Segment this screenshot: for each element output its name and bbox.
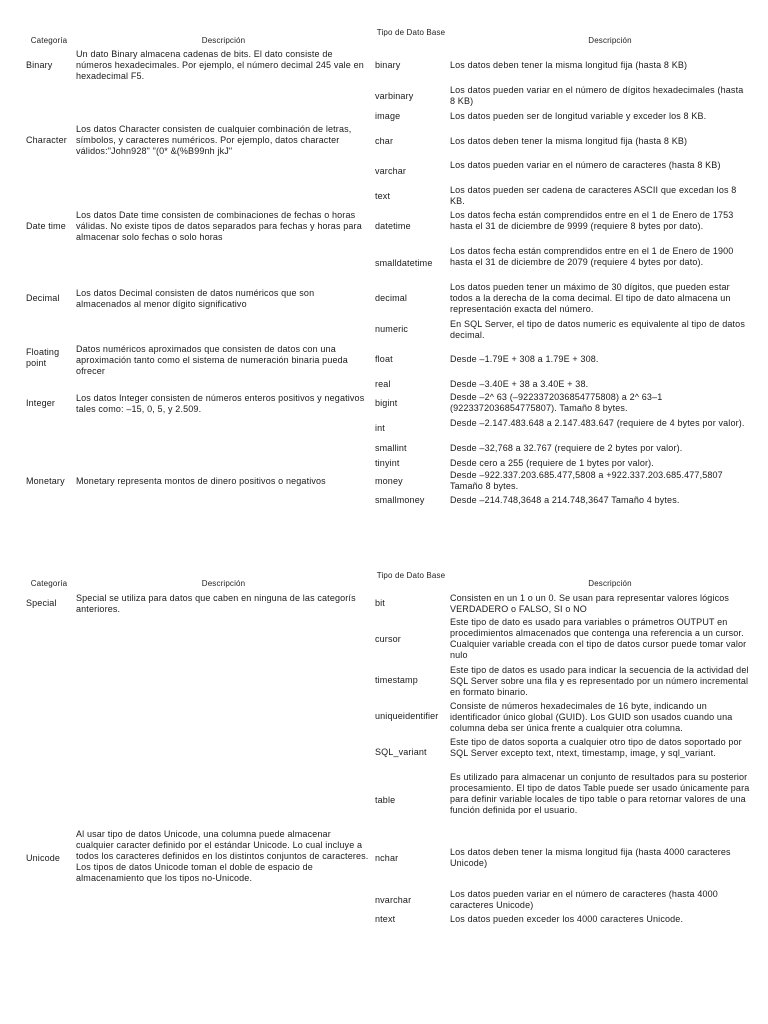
type-name: timestamp	[375, 675, 418, 685]
category-description: Los datos Integer consisten de números enteros positivos y negativos tales como: –15, 0, 5, y 2.509.	[76, 393, 365, 414]
type-description: Desde –922.337.203.685.477,5808 a +922.337.203.685.477,5807 Tamaño 8 bytes.	[450, 470, 723, 491]
type-description: Los datos deben tener la misma longitud fija (hasta 4000 caracteres Unicode)	[450, 847, 731, 868]
type-description: Desde –1.79E + 308 a 1.79E + 308.	[450, 354, 599, 364]
type-description: Desde –214.748,3648 a 214.748,3647 Tamaño 4 bytes.	[450, 495, 680, 505]
header-tipo-de-dato-base: Tipo de Dato Base	[376, 28, 446, 37]
type-name: varbinary	[375, 91, 414, 101]
type-description: Consiste de números hexadecimales de 16 byte, indicando un identificador único global (GUID). Los GUID son usados cuando una columna deba ser única frente a cualquier otra columna.	[450, 701, 733, 733]
category-description: Un dato Binary almacena cadenas de bits. El dato consiste de números hexadecimales. Por ejemplo, el número decimal 245 vale en hexadecimal F5.	[76, 49, 364, 81]
type-description: Los datos pueden variar en el número de caracteres (hasta 8 KB)	[450, 160, 721, 170]
type-description: Los datos fecha están comprendidos entre en el 1 de Enero de 1900 hasta el 31 de diciembre de 2079 (requiere 4 bytes por dato).	[450, 246, 734, 267]
type-description: Este tipo de datos es usado para indicar la secuencia de la actividad del SQL Server sobre una fila y es representado por un número incremental en formato binario.	[450, 665, 749, 697]
type-name: float	[375, 354, 393, 364]
category-description: Datos numéricos aproximados que consisten de datos con una aproximación tanto como el sistema de numeración binaria pueda ofrecer	[76, 344, 348, 376]
type-description: Desde –2.147.483.648 a 2.147.483.647 (requiere de 4 bytes por valor).	[450, 418, 745, 428]
category-name: Special	[26, 598, 57, 608]
category-name: Date time	[26, 221, 66, 231]
type-name: table	[375, 795, 396, 805]
data-types-table-1	[0, 28, 768, 528]
type-description: Consisten en un 1 o un 0. Se usan para representar valores lógicos VERDADERO o FALSO, SI o NO	[450, 593, 730, 614]
type-description: Desde –2^ 63 (–9223372036854775808) a 2^ 63–1 (9223372036854775807). Tamaño 8 bytes.	[450, 392, 663, 413]
type-name: smalldatetime	[375, 258, 433, 268]
type-name: int	[375, 423, 385, 433]
category-description: Los datos Date time consisten de combinaciones de fechas o horas válidas. No existe tipos de datos separados para fechas y horas para almacenar solo fechas o solo horas	[76, 210, 362, 242]
header-descripcion: Descripción	[201, 36, 246, 45]
type-name: SQL_variant	[375, 747, 427, 757]
type-description: Desde –32,768 a 32.767 (requiere de 2 bytes por valor).	[450, 443, 683, 453]
type-name: smallmoney	[375, 495, 425, 505]
type-description: Desde –3.40E + 38 a 3.40E + 38.	[450, 379, 589, 389]
category-description: Los datos Character consisten de cualquier combinación de letras, símbolos, y caracteres numéricos. Por ejemplo, datos character válidos:"John928" "(0* &(%B99nh jkJ"	[76, 124, 352, 156]
header-descripcion-tipo: Descripción	[588, 579, 632, 588]
table-header	[0, 571, 768, 595]
category-description: Monetary representa montos de dinero positivos o negativos	[76, 476, 326, 486]
category-description: Al usar tipo de datos Unicode, una columna puede almacenar cualquier caracter definido por el estándar Unicode. Lo cual incluye a todos los caracteres definidos en los distintos conjuntos de caracteres. Los tipos de datos Unicode toman el doble de espacio de almacenamiento que los tipos no-Unicode.	[76, 829, 369, 883]
type-description: Los datos fecha están comprendidos entre en el 1 de Enero de 1753 hasta el 31 de diciembre de 9999 (requiere 8 bytes por dato).	[450, 210, 734, 231]
header-descripcion-tipo: Descripción	[588, 36, 632, 45]
type-description: Los datos pueden variar en el número de caracteres (hasta 4000 caracteres Unicode)	[450, 889, 718, 910]
type-description: Este tipo de datos soporta a cualquier otro tipo de datos soportado por SQL Server excepto text, ntext, timestamp, image, y sql_variant.	[450, 737, 742, 758]
type-name: tinyint	[375, 458, 400, 468]
category-name: Unicode	[26, 853, 61, 863]
category-name: Floating point	[26, 347, 60, 368]
type-description: Los datos pueden tener un máximo de 30 dígitos, que pueden estar todos a la derecha de la coma decimal. El tipo de dato almacena un representación exacta del número.	[450, 282, 731, 314]
type-name: image	[375, 111, 401, 121]
type-name: smallint	[375, 443, 407, 453]
type-description: Los datos pueden ser de longitud variable y exceder los 8 KB.	[450, 111, 707, 121]
type-description: Los datos pueden ser cadena de caracteres ASCII que excedan los 8 KB.	[450, 185, 737, 206]
type-name: money	[375, 476, 403, 486]
category-name: Monetary	[26, 476, 65, 486]
type-name: char	[375, 136, 394, 146]
data-types-table-2	[0, 571, 768, 931]
category-name: Decimal	[26, 293, 60, 303]
type-name: varchar	[375, 166, 407, 176]
type-description: Desde cero a 255 (requiere de 1 bytes por valor).	[450, 458, 654, 468]
category-name: Character	[26, 135, 67, 145]
type-name: cursor	[375, 634, 401, 644]
type-description: Los datos deben tener la misma longitud fija (hasta 8 KB)	[450, 60, 688, 70]
category-description: Los datos Decimal consisten de datos numéricos que son almacenados al menor dígito significativo	[76, 288, 315, 309]
header-tipo-de-dato-base: Tipo de Dato Base	[376, 571, 446, 580]
header-descripcion: Descripción	[201, 579, 246, 588]
type-name: real	[375, 379, 391, 389]
type-name: datetime	[375, 221, 411, 231]
category-description: Special se utiliza para datos que caben en ninguna de las categorís anteriores.	[76, 593, 356, 614]
type-name: bigint	[375, 398, 398, 408]
type-name: uniqueidentifier	[375, 711, 439, 721]
header-categoria: Categoría	[30, 579, 68, 588]
category-name: Integer	[26, 398, 56, 408]
type-name: bit	[375, 598, 385, 608]
header-categoria: Categoría	[30, 36, 68, 45]
type-description: En SQL Server, el tipo de datos numeric es equivalente al tipo de datos decimal.	[450, 319, 745, 340]
type-name: nvarchar	[375, 895, 412, 905]
type-description: Los datos pueden variar en el número de dígitos hexadecimales (hasta 8 KB)	[450, 85, 744, 106]
type-name: numeric	[375, 324, 409, 334]
type-description: Este tipo de dato es usado para variables o prámetros OUTPUT en procedimientos almacenados que contenga una referencia a un cursor. Cualquier variable creada con el tipo de datos cursor puede tomar valor nulo	[450, 617, 747, 660]
type-name: nchar	[375, 853, 399, 863]
category-name: Binary	[26, 60, 53, 70]
type-name: text	[375, 191, 391, 201]
type-name: binary	[375, 60, 401, 70]
type-name: decimal	[375, 293, 408, 303]
type-name: ntext	[375, 914, 396, 924]
type-description: Los datos pueden exceder los 4000 caracteres Unicode.	[450, 914, 684, 924]
type-description: Los datos deben tener la misma longitud fija (hasta 8 KB)	[450, 136, 688, 146]
type-description: Es utilizado para almacenar un conjunto de resultados para su posterior procesamiento. El tipo de datos Table puede ser usado únicamente para para definir variable locales de tipo table o para retornar valores de una función definida por el usuario.	[450, 772, 750, 815]
